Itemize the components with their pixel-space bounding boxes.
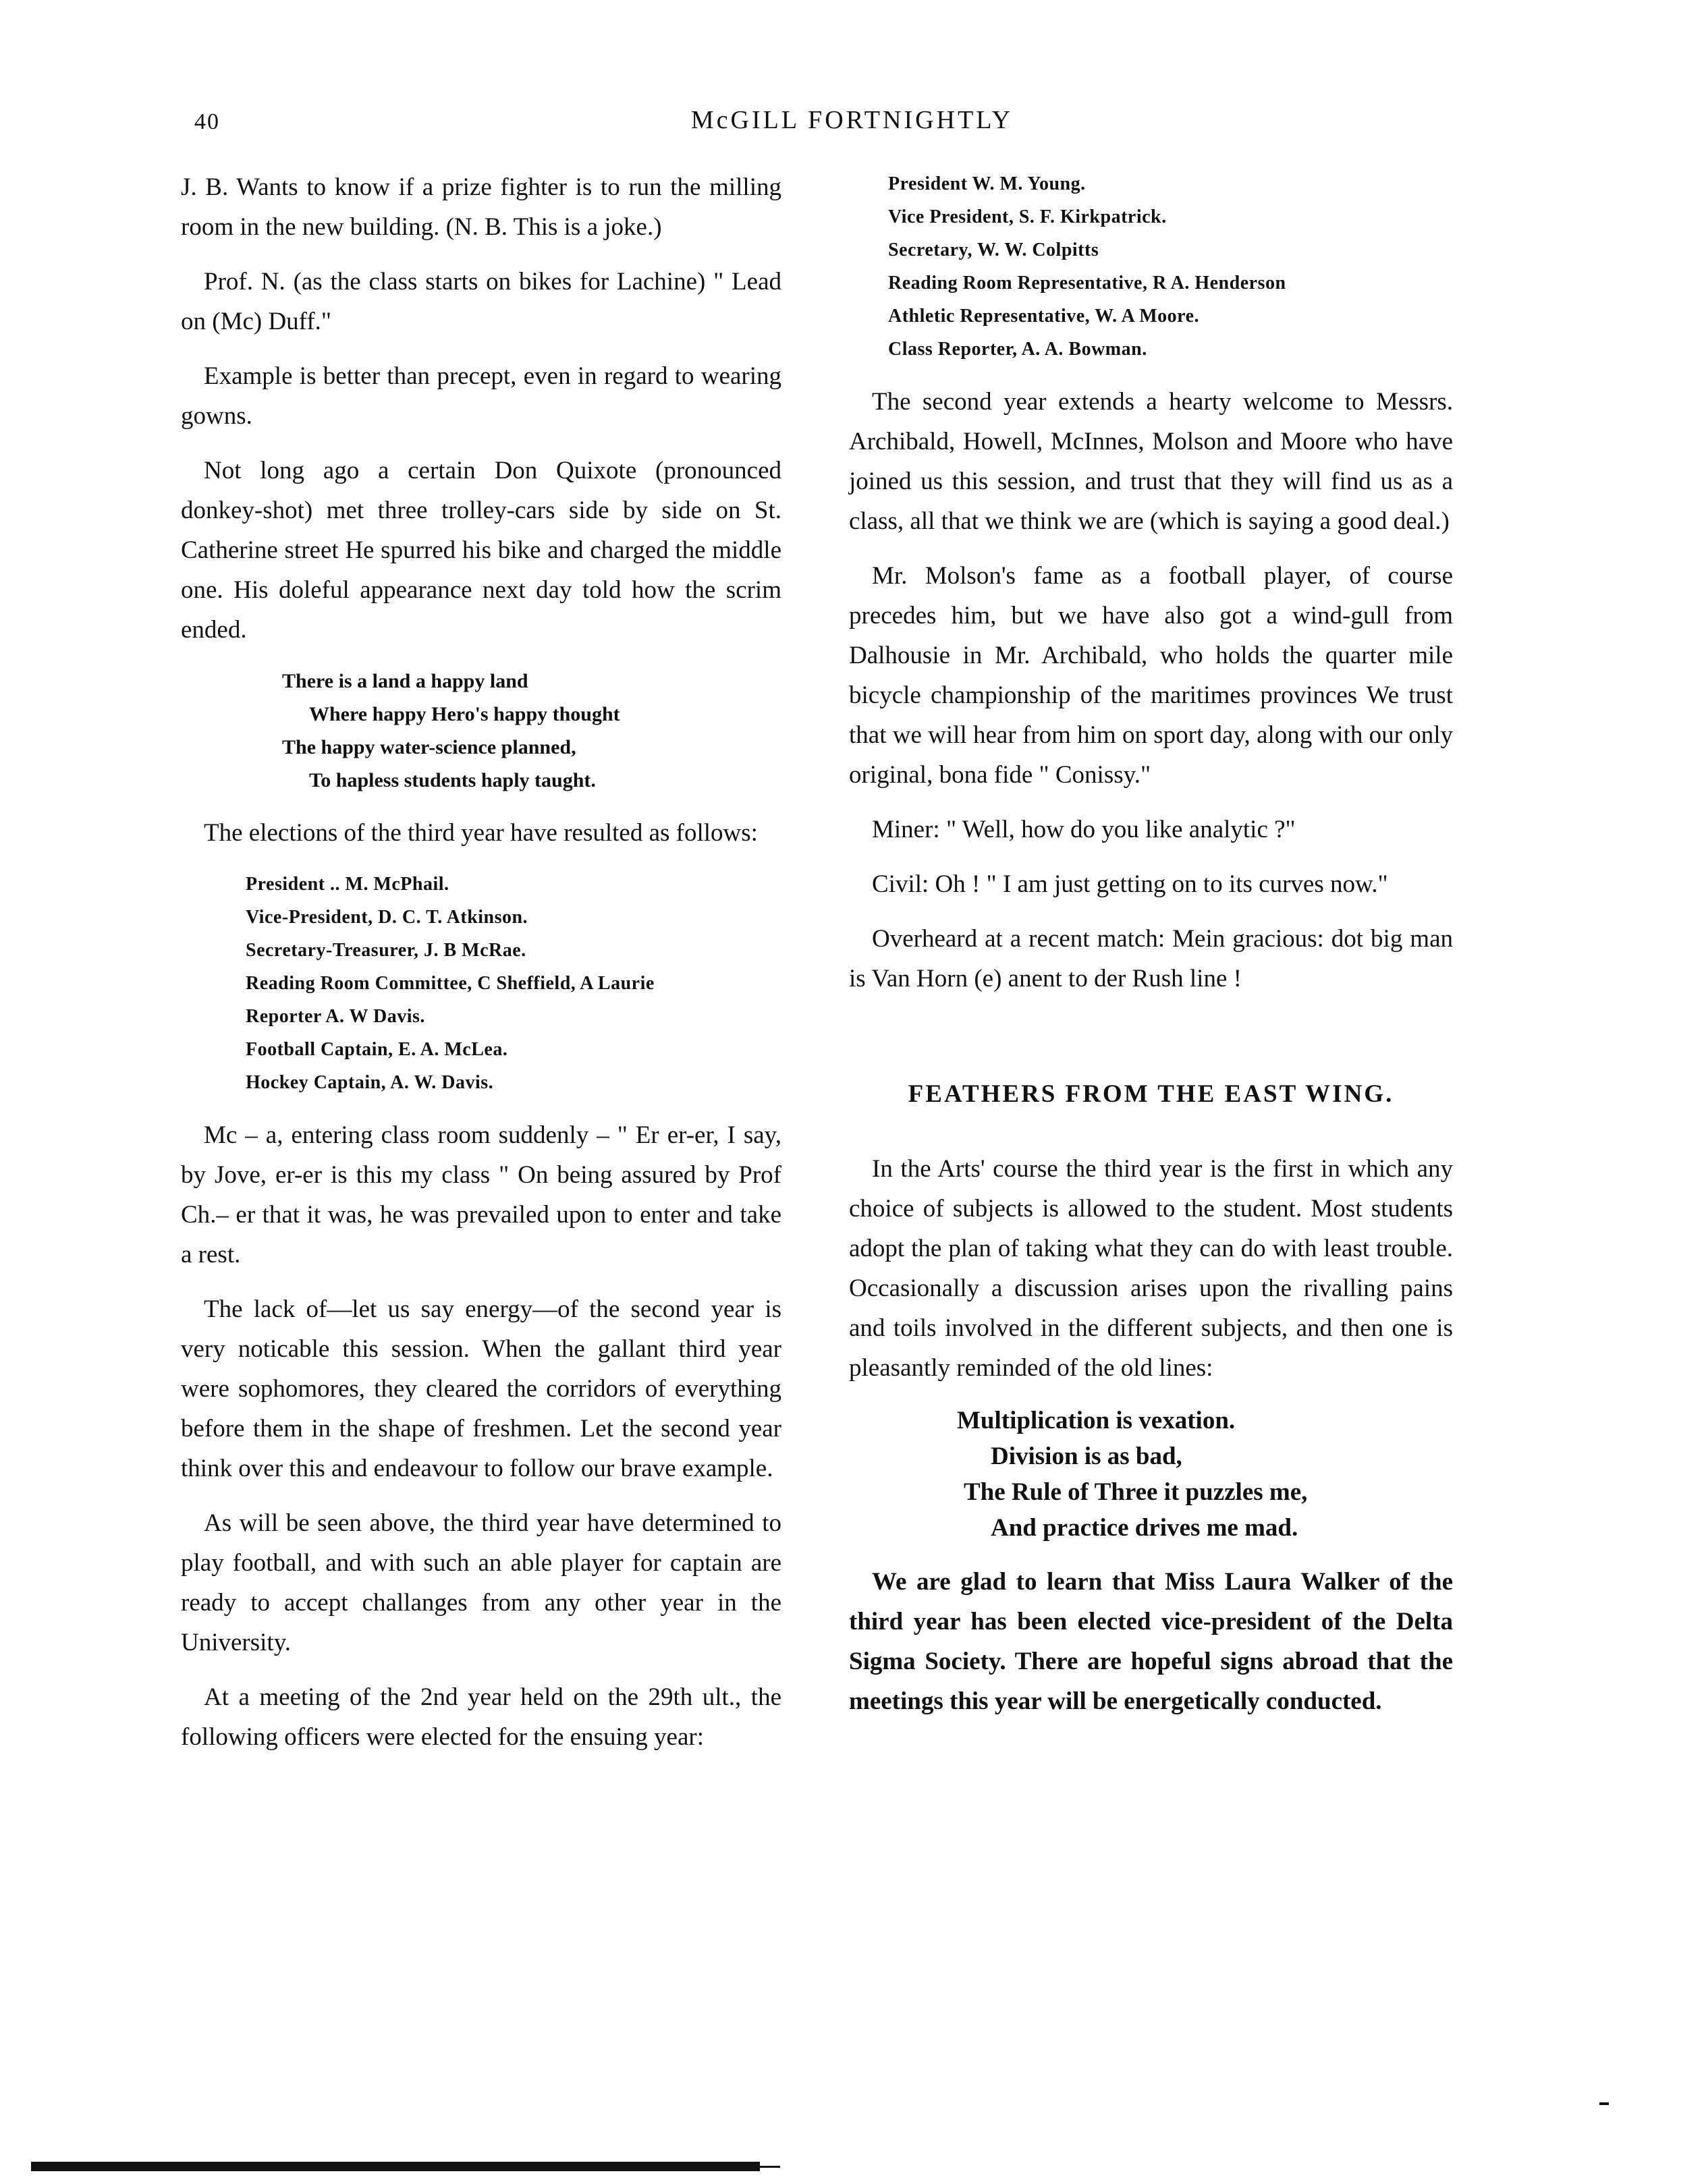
paragraph: Mr. Molson's fame as a football player, of course precedes him, but we have also got a wind-gull from Dalhousie in Mr. Archibald, who holds the quarter mile bicycle championship of the maritimes provinces We trust that we will hear from him on sport day, along with our only original, bona fide " Conissy." bbox=[849, 562, 1453, 789]
officer-entry: Athletic Representative, W. A Moore. bbox=[888, 306, 1200, 327]
paragraph: In the Arts' course the third year is the first in which any choice of subjects is allowed to the student. Most students adopt the plan of taking what they can do with least trouble. Occasionally a discussion arises upon the rivalling pains and toils involved in the different subjects, and then one is pleasantly reminded of the old lines: bbox=[849, 1155, 1453, 1382]
officer-entry: Secretary-Treasurer, J. B McRae. bbox=[246, 940, 526, 961]
paragraph: Miner: " Well, how do you like analytic ?" bbox=[872, 816, 1296, 843]
officer-entry: Football Captain, E. A. McLea. bbox=[246, 1039, 508, 1060]
paragraph: Prof. N. (as the class starts on bikes for Lachine) " Lead on (Mc) Duff." bbox=[181, 268, 781, 335]
verse-block bbox=[181, 665, 781, 797]
verse-line: Where happy Hero's happy thought bbox=[309, 703, 620, 725]
paragraph: As will be seen above, the third year have determined to play football, and with such an able player for captain are ready to accept challanges from any other year in the University. bbox=[181, 1509, 781, 1656]
paragraph: The lack of—let us say energy—of the second year is very noticable this session. When the gallant third year were sophomores, they cleared the corridors of everything before them in the shape of freshmen. Let the second year think over this and endeavour to follow our brave example. bbox=[181, 1295, 781, 1482]
officer-list bbox=[849, 167, 1453, 366]
officer-entry: Vice-President, D. C. T. Atkinson. bbox=[246, 907, 528, 928]
paragraph: J. B. Wants to know if a prize fighter is to run the milling room in the new building. (N. B. This is a joke.) bbox=[181, 173, 781, 241]
page-number: 40 bbox=[194, 109, 220, 134]
verse-line: There is a land a happy land bbox=[282, 670, 528, 692]
margin-mark bbox=[1599, 2102, 1609, 2105]
paragraph: Not long ago a certain Don Quixote (pronounced donkey-shot) met three trolley-cars side by side on St. Catherine street He spurred his bike and charged the middle one. His doleful appearance next day told how the scrim ended. bbox=[181, 457, 781, 644]
left-column bbox=[181, 167, 781, 1772]
officer-list bbox=[181, 868, 781, 1099]
verse-line: And practice drives me mad. bbox=[991, 1514, 1298, 1542]
section-heading: FEATHERS FROM THE EAST WING. bbox=[908, 1080, 1394, 1108]
verse-line: Division is as bad, bbox=[991, 1443, 1182, 1470]
paragraph: Civil: Oh ! " I am just getting on to its curves now." bbox=[872, 870, 1388, 898]
officer-entry: Reading Room Representative, R A. Henderson bbox=[888, 273, 1286, 293]
paragraph: Overheard at a recent match: Mein gracious: dot big man is Van Horn (e) anent to der Rush line ! bbox=[849, 925, 1453, 992]
officer-entry: Reporter A. W Davis. bbox=[246, 1006, 425, 1027]
verse-line: The happy water-science planned, bbox=[282, 736, 576, 758]
footer-rule bbox=[31, 2162, 760, 2171]
verse-line: To hapless students haply taught. bbox=[309, 769, 596, 791]
officer-entry: Secretary, W. W. Colpitts bbox=[888, 240, 1099, 260]
paragraph: The elections of the third year have resulted as follows: bbox=[204, 819, 758, 847]
officer-entry: President W. M. Young. bbox=[888, 173, 1086, 194]
officer-entry: Class Reporter, A. A. Bowman. bbox=[888, 339, 1147, 360]
officer-entry: Hockey Captain, A. W. Davis. bbox=[246, 1072, 494, 1093]
paragraph: Example is better than precept, even in regard to wearing gowns. bbox=[181, 362, 781, 430]
paragraph: At a meeting of the 2nd year held on the 29th ult., the following officers were elected for the ensuing year: bbox=[181, 1683, 781, 1751]
right-column bbox=[849, 167, 1453, 1736]
page-header-title: McGILL FORTNIGHTLY bbox=[690, 106, 1014, 134]
officer-entry: President .. M. McPhail. bbox=[246, 874, 449, 895]
paragraph: Mc – a, entering class room suddenly – " Er er-er, I say, by Jove, er-er is this my class " On being assured by Prof Ch.– er that it was, he was prevailed upon to enter and take a rest. bbox=[181, 1121, 781, 1268]
officer-entry: Vice President, S. F. Kirkpatrick. bbox=[888, 206, 1167, 227]
officer-entry: Reading Room Committee, C Sheffield, A Laurie bbox=[246, 973, 655, 994]
verse-line: Multiplication is vexation. bbox=[957, 1407, 1236, 1434]
footer-rule-tail bbox=[760, 2166, 780, 2168]
verse-line: The Rule of Three it puzzles me, bbox=[964, 1478, 1308, 1506]
verse-block bbox=[849, 1403, 1453, 1546]
paragraph: The second year extends a hearty welcome to Messrs. Archibald, Howell, McInnes, Molson and Moore who have joined us this session, and trust that they will find us as a class, all that we think we are (which is saying a good deal.) bbox=[849, 388, 1453, 535]
paragraph: We are glad to learn that Miss Laura Walker of the third year has been elected vice-president of the Delta Sigma Society. There are hopeful signs abroad that the meetings this year will be energetically conducted. bbox=[849, 1568, 1453, 1715]
